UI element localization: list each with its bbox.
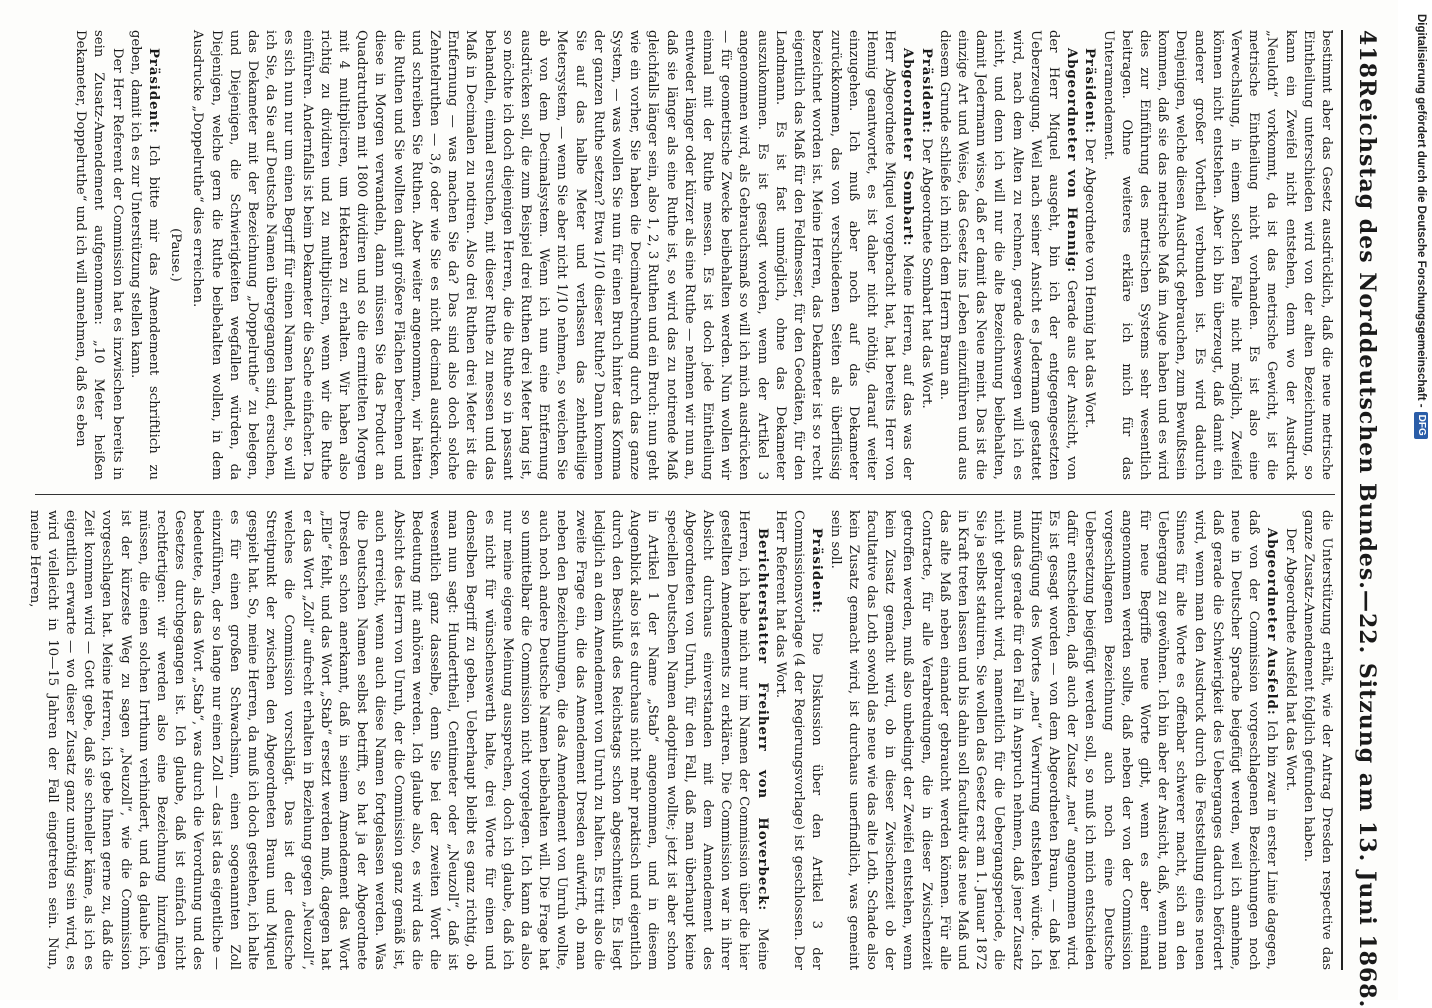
speech-text: Ich bin zwar in erster Linie dagegen, daß von der Commission vorgeschlagenen Bezeichnungen noch neue in Deutscher Sprache beigefügt werden, weil ich annehme, daß gerade die Schwierigkeit des Ueberganges dadurch befördert wird, wenn man den Ausdruck durch die Feststellung eines neuen Sinnes für alte Worte es offenbar schwerer macht, sich an den Uebergang zu gewöhnen. Ich bin aber der Ansicht, daß, wenn man für neue Begriffe neue Worte gibt, wenn es aber einmal angenommen werden sollte, daß neben der von der Commission vorgeschlagenen Bezeichnung auch noch eine Deutsche Uebersetzung beigefügt werden soll, so muß ich mich entschieden dafür entscheiden, daß auch der Zusatz „neu“ angenommen wird. Es ist gesagt worden — von dem Abgeordneten Braun, — daß bei Hinzufügung des Wortes „neu“ Verwirrung entstehen würde. Ich muß das gerade für den Fall in Anspruch nehmen, daß jener Zusatz nicht gebraucht wird, namentlich für die Uebergangsperiode, die Sie ja selbst statuiren. Sie wollen das Gesetz erst am 1. Januar 1872 in Kraft treten lassen und bis dahin soll facultativ das neue Maß und das alte Maß neben einander gebraucht werden können. Für alle Contracte, für alle Verabredungen, die in dieser Zwischenzeit getroffen werden, muß also unbedingt der Zweifel entstehen, wenn kein Zusatz gemacht wird, ob in dieser Zwischenzeit ob der facultative das Loth sowohl das neue wie das alte Loth. Schade also kein Zusatz gemacht wird, ist durchaus unerfindlich, was gemeint sein soll.	[827, 510, 1280, 971]
speech-text: Meine Herren, auf das was der Herr Abgeordnete Miquel vorgebracht hat, hat bereits Herr von Hennig geantwortet, es ist daher nicht nöthig, darauf weiter einzugehen. Ich muß aber noch auf das Dekameter zurückkommen, das von verschiedenen Seiten als überflüssig bezeichnet worden ist. Meine Herren, das Dekameter ist so recht eigentlich das Maß für den Feldmesser, für den Geodäten, für den Landmann. Es ist fast unmöglich, ohne das Dekameter auszukommen. Es ist gesagt worden, wenn der Artikel 3 angenommen wird, als Gebrauchsmaß so will ich mich ausdrücken — für geometrische Zwecke beibehalten werden. Nun wollen wir einmal mit der Ruthe messen. Es ist doch jede Eintheilung entweder länger oder kürzer als eine Ruthe — nehmen wir nun an, daß sie länger als eine Ruthe ist, so wird das zu notirende Maß gleichfalls länger sein, also 1, 2, 3 Ruthen und ein Bruch: nun geht wie ein vorher, Sie haben die Decimalrechnung durch das ganze System, — was wollen Sie nun für einen Bruch hinter das Komma der ganzen Ruthe setzen? Etwa 1/10 dieser Ruthe? Dann kommen Sie auf das halbe Meter und verlassen das zehntheilige Metersystem, — wenn Sie aber nicht 1/10 nehmen, so weichen Sie ab von dem Decimalsystem. Wenn ich nun eine Entfernung ausdrücken soll, die zum Beispiel drei Ruthen drei Meter lang ist, so möchte ich doch diejenigen Herren, die die Ruthe so in passant behandeln, einmal ersuchen, mit dieser Ruthe zu messen und das Maß in Decimalen zu notiren. Also drei Ruthen drei Meter ist die Entfernung — was machen Sie da? Das sind also doch solche Zehntelruthen — 3,6 oder wie Sie es nicht decimal ausdrücken, und schreiben Sie Ruthen. Aber weiter angenommen, wir hätten die Ruthen und Sie wollten damit größere Flächen berechnen und diese in Morgen verwandeln, dann müssen Sie das Product an Quadratruthen mit 1800 dividiren und so die ermittelten Morgen mit 4 multipliciren, um Hektaren zu erhalten. Wir haben also richtig zu dividiren und zu multipliciren, wenn wir die Ruthe einführen. Andernfalls ist beim Dekameter die Sache einfacher. Da es sich nun nur um einen Begriff für einen Namen handelt, so will ich Sie, da Sie auf Deutsche Namen übergegangen sind, ersuchen, das Dekameter mit der Bezeichnung „Doppelruthe“ zu belegen, und Diejenigen, die Schwierigkeiten wegfallen würden, da Diejenigen, welche gern die Ruthe beibehalten wollen, in dem Ausdrucke „Doppelruthe“ dies erreichen.	[190, 30, 916, 480]
speech-text: Ich bitte mir das Amendement schriftlich zu geben, damit ich es zur Unterstützung stellen kann.	[127, 30, 161, 480]
paragraph	[24, 510, 770, 970]
paragraph	[935, 30, 1081, 480]
speech-text: Meine Herren, ich habe mich nur im Namen der Commission über die hier gestellten Amendements zu erklären. Die Commission war in ihrer Absicht durchaus einverstanden mit dem Amendement des Abgeordneten von Unruh, für den Fall, daß man überhaupt keine speciellen Deutschen Namen adoptiren wollte; jetzt ist aber schon in Artikel 1 der Name „Stab“ angenommen, und in diesem Augenblick also ist es durchaus nicht mehr praktisch und eigentlich durch den Beschluß des Reichstags schon abgeschnitten. Es liegt lediglich an dem Amendement von Unruh zu halten. Es tritt also die zweite Frage ein, die das Amendement Dresden aufwirft, ob man neben den Bezeichnungen, die das Amendement von Unruh wollte, auch noch andere Deutsche Namen beibehalten will. Die Frage hat so unmittelbar die Commission nicht vorgelegen. Ich kann da also nur meine eigene Meinung aussprechen, doch ich glaube, daß ich es nicht für wünschenswerth halte, drei Worte für einen und denselben Begriff zu geben. Ueberhaupt bleibt es ganz richtig, ob man nun sagt: Hunderttheil, Centimeter oder „Neuzoll“, daß ist wesentlich ganz dasselbe, denn Sie bei der zweiten Wort die Bedeutung mit anhören werden. Ich glaube also, es wird das die Absicht des Herrn von Unruh, der die Commission ganz gemäß ist, auch erreicht, wenn auch diese Namen fortgelassen werden. Was die Deutschen Namen selbst betrifft, so hat ja der Abgeordnete Dresden schon anerkannt, daß in seinem Amendement das Wort „Elle“ fehlt, und das Wort „Stab“ ersetzt werden muß, dagegen hat er das Wort „Zoll“ aufrecht erhalten in Beziehung gegen „Neuzoll“, welches die Commission vorschlägt. Das ist der deutsche Streitpunkt der zwischen den Abgeordneten Braun und Miquel gespielt hat. So, meine Herren, da muß ich doch gestehen, ich halte es für einen großen Schwachsinn, einen sogenannten Zoll einzuführen, der so lange nur einen Zoll — das ist das eigentliche — bedeutete, als das Wort „Stab“, was durch die Verordnung und des Gesetzes durchgegangen ist. Ich glaube, daß ist einfach nicht rechtfertigen: wir werden also eine Bezeichnung hinzufügen müssen, die einen solchen Irrthum verhindert, und da glaube ich, ist der kürzeste Weg zu sagen „Neuzoll“, wie die Commission vorgeschlagen hat. Meine Herren, ich gebe Ihnen gerne zu, daß die Zeit kommen wird — Gott gebe, daß sie schneller käme, als ich es eigentlich erwarte — wo dieser Zusatz ganz unnöthig sein wird, es wird vielleicht in 10—15 Jahren der Fall eingetreten sein. Nun, meine Herren,	[26, 510, 770, 970]
page-number: 418	[1354, 30, 1380, 79]
paragraph: bestimmt aber das Gesetz ausdrücklich, daß die neue metrische Eintheilung unterschieden wird von der alten Bezeichnung, so kann ein Zweifel nicht entstehen, denn wo der Ausdruck „Neuloth“ vorkommt, da ist das metrische Gewicht, ist die metrische Eintheilung nicht vorhanden. Es ist also eine Verwechslung, in einem solchen Falle nicht möglich, Zweifel können nicht entstehen. Aber ich bin überzeugt, daß damit ein anderer großer Vortheil verbunden ist. Es wird dadurch Denjenigen, welche diesen Ausdruck gebrauchen, zum Bewußtsein kommen, daß sie das metrische Maß im Auge haben und es wird dies zur Einführung des metrischen Systems sehr wesentlich beitragen. Ohne weiteres erkläre ich mich für das Unteramendement.	[1100, 30, 1334, 480]
header-separator: —	[1354, 589, 1380, 613]
paragraph	[1080, 30, 1098, 480]
paragraph	[916, 30, 934, 480]
paragraph	[126, 30, 162, 480]
digitization-credit	[1410, 14, 1432, 994]
dfg-logo: DFG	[1414, 412, 1428, 439]
speaker-name: Abgeordneter Ausfeld:	[1264, 528, 1280, 716]
paragraph	[825, 510, 1280, 970]
paragraph: die Unterstützung erhält, wie der Antrag Dresden respective das ganze Zusatz-Amendement folglich gefunden haben.	[1300, 510, 1334, 970]
header-left-title: Reichstag des Norddeutschen Bundes.	[1354, 78, 1380, 590]
column-divider	[35, 494, 1335, 495]
header-right-title: 22. Sitzung am 13. Juni 1868.	[1354, 612, 1380, 1008]
left-column	[35, 30, 1335, 480]
speaker-name: Präsident:	[918, 48, 934, 135]
speech-text: Die Diskussion über den Artikel 3 der Commissionsvorlage (4 der Regierungsvorlage) ist geschlossen. Der Herr Referent hat das Wort.	[772, 510, 825, 970]
right-column	[26, 510, 1335, 971]
speech-text: Gerade aus der Ansicht, von der Herr Miquel ausgeht, bin ich der entgegengesetzten Ueberzeugung. Weil nach seiner Ansicht es Jedermann gestattet wird, nach dem Alten zu rechnen, gerade deswegen will ich es nicht, und denn ich will nur die alte Bezeichnung beibehalten, damit Jedermann wisse, daß er damit das Neue meint. Das ist die einzige Art und Weise, das Gesetz ins Leben einzuführen und aus diesem Grunde schließe ich mich dem Herrn Braun an.	[936, 30, 1080, 480]
header-rule	[1341, 30, 1343, 970]
paragraph	[771, 510, 826, 970]
credit-text: Digitalisierung gefördert durch die Deutsche Forschungsgemeinschaft -	[1415, 14, 1427, 408]
speaker-name: Abgeordneter Sombart:	[900, 48, 916, 247]
speaker-name: Berichterstatter Freiherr von Hoverbeck:	[754, 528, 770, 912]
paragraph: Der Herr Referent der Commission hat es inzwischen bereits in sein Zusatz-Amendement aufgenommen: „10 Meter heißen Dekameter, Doppelruthe“ und ich will annehmen, daß es eben	[73, 30, 125, 480]
speaker-name: Präsident:	[1082, 48, 1098, 135]
speaker-name: Präsident:	[809, 528, 825, 615]
paragraph: Der Abgeordnete Ausfeld hat das Wort.	[1282, 528, 1298, 792]
speech-text: Der Abgeordnete Sombart hat das Wort.	[918, 138, 934, 409]
paragraph	[188, 30, 916, 480]
speaker-name: Präsident:	[146, 48, 161, 135]
speech-text: Der Abgeordnete von Hennig hat das Wort.	[1082, 138, 1098, 429]
speaker-name: Abgeordneter von Hennig:	[1064, 48, 1080, 274]
page-header	[1347, 30, 1387, 1008]
pause-note: (Pause.)	[168, 228, 184, 282]
